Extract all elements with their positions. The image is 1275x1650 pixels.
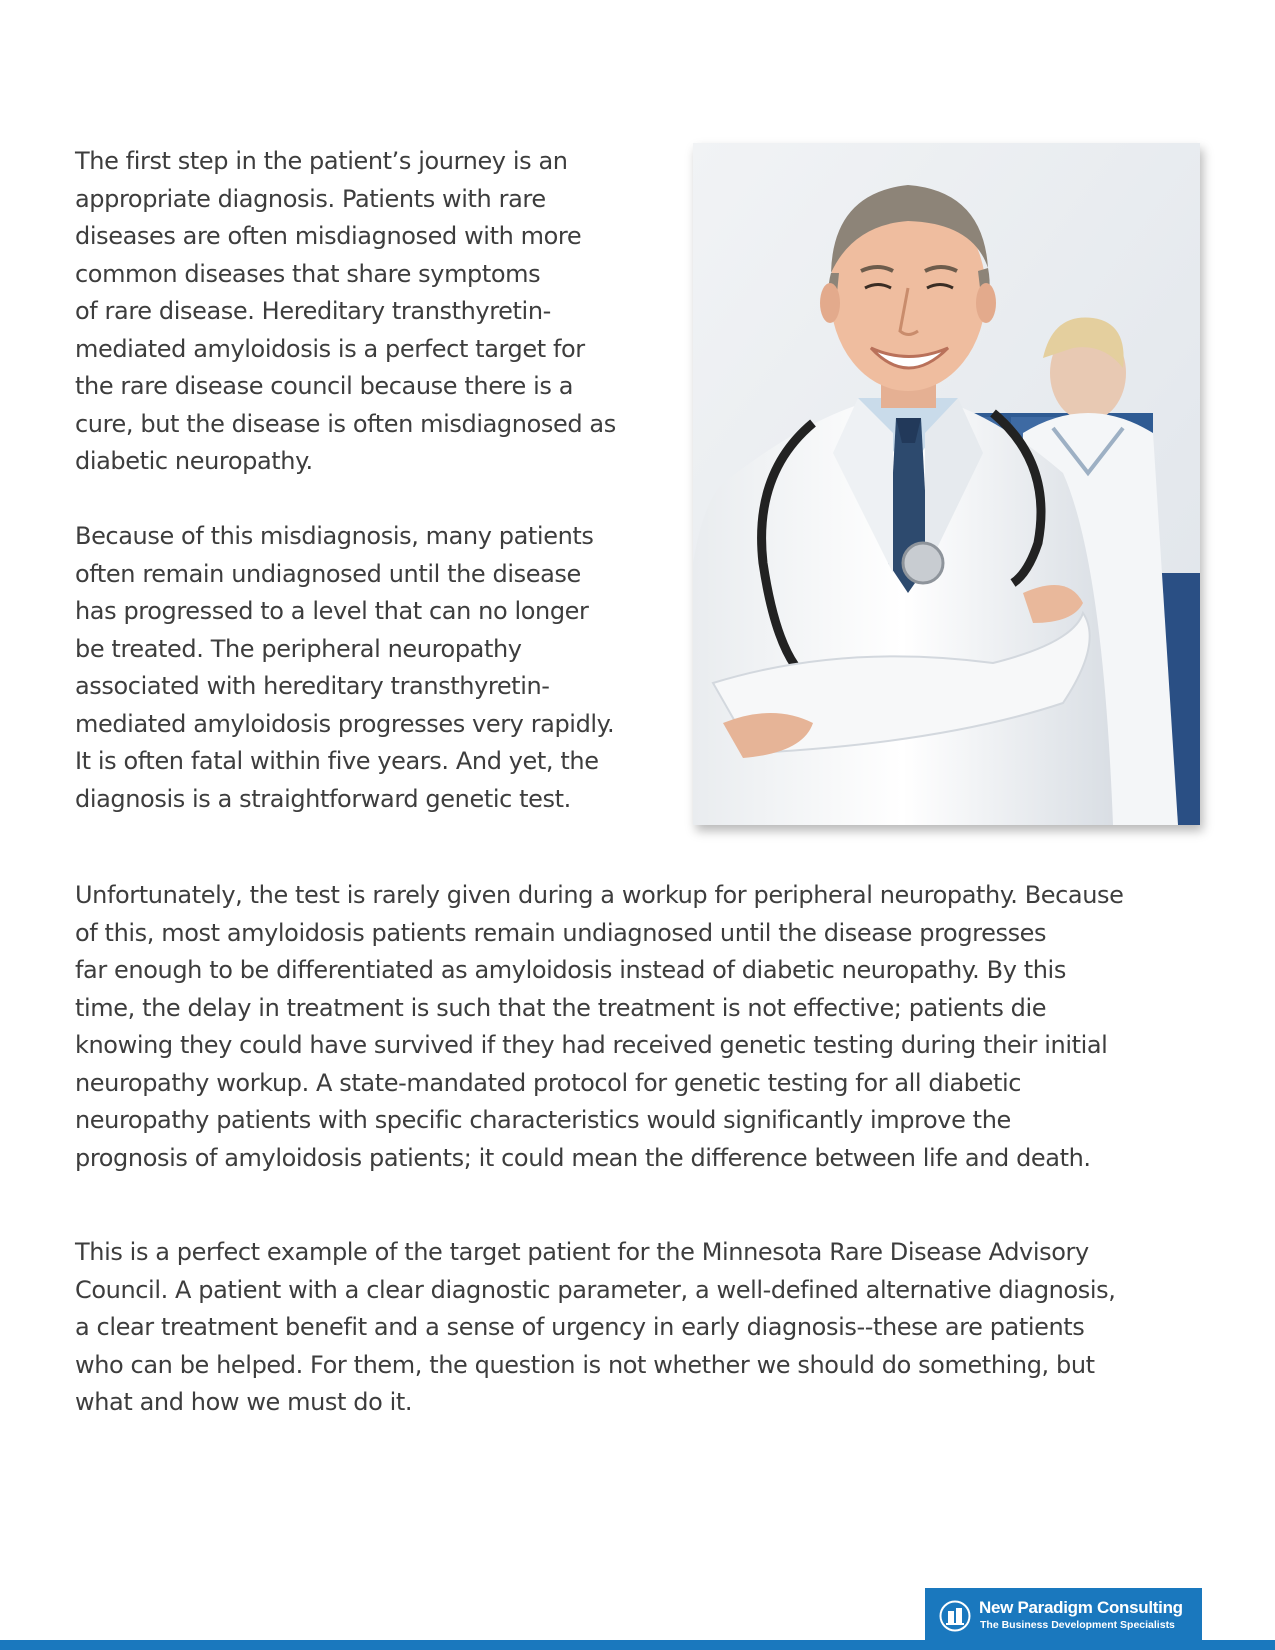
text-line: far enough to be differentiated as amyloidosis instead of diabetic neuropathy. By this	[75, 956, 1066, 984]
text-line: Unfortunately, the test is rarely given during a workup for peripheral neuropathy. Because	[75, 881, 1124, 909]
company-name: New Paradigm Consulting	[979, 1598, 1183, 1617]
text-line: Because of this misdiagnosis, many patients	[75, 522, 594, 550]
text-line: prognosis of amyloidosis patients; it could mean the difference between life and death.	[75, 1143, 1091, 1172]
text-line: neuropathy workup. A state-mandated protocol for genetic testing for all diabetic	[75, 1068, 1022, 1097]
text-line: Council. A patient with a clear diagnostic parameter, a well-defined alternative diagnosis,	[75, 1275, 1116, 1304]
text-line: The first step in the patient’s journey is an	[75, 147, 568, 175]
footer-bar	[0, 1640, 1275, 1650]
company-tagline: The Business Development Specialists	[980, 1619, 1175, 1631]
logo-mark-icon	[939, 1600, 971, 1632]
conclusion-paragraph	[75, 1234, 1115, 1422]
text-line: neuropathy patients with specific characteristics would significantly improve the	[75, 1106, 1011, 1134]
text-line: time, the delay in treatment is such that the treatment is not effective; patients die	[75, 993, 1047, 1022]
text-line: diagnosis is a straightforward genetic test.	[75, 784, 571, 813]
text-line: knowing they could have survived if they had received genetic testing during their initial	[75, 1031, 1108, 1059]
testing-paragraph	[75, 877, 1124, 1177]
text-line: mediated amyloidosis progresses very rapidly.	[75, 709, 615, 738]
text-line: associated with hereditary transthyretin-	[75, 672, 550, 700]
text-line: It is often fatal within five years. And yet, the	[75, 747, 599, 775]
doctor-photo	[693, 143, 1200, 825]
intro-paragraph	[75, 143, 616, 481]
text-line: a clear treatment benefit and a sense of urgency in early diagnosis--these are patients	[75, 1313, 1085, 1341]
text-line: diabetic neuropathy.	[75, 447, 313, 475]
text-line: be treated. The peripheral neuropathy	[75, 634, 522, 663]
text-line: cure, but the disease is often misdiagnosed as	[75, 409, 616, 438]
text-line: who can be helped. For them, the question is not whether we should do something, but	[75, 1350, 1095, 1379]
text-line: diseases are often misdiagnosed with more	[75, 222, 582, 250]
text-line: often remain undiagnosed until the disease	[75, 559, 581, 588]
text-line: appropriate diagnosis. Patients with rare	[75, 184, 546, 213]
text-line: This is a perfect example of the target patient for the Minnesota Rare Disease Advisory	[75, 1238, 1089, 1266]
text-line: mediated amyloidosis is a perfect target for	[75, 334, 585, 363]
text-line: the rare disease council because there is a	[75, 372, 574, 400]
text-line: of this, most amyloidosis patients remain undiagnosed until the disease progresses	[75, 918, 1047, 947]
company-logo	[925, 1588, 1202, 1642]
text-line: common diseases that share symptoms	[75, 259, 541, 288]
misdiagnosis-paragraph	[75, 518, 614, 818]
text-line: has progressed to a level that can no longer	[75, 597, 589, 625]
text-line: of rare disease. Hereditary transthyretin-	[75, 297, 551, 325]
text-line: what and how we must do it.	[75, 1388, 413, 1416]
